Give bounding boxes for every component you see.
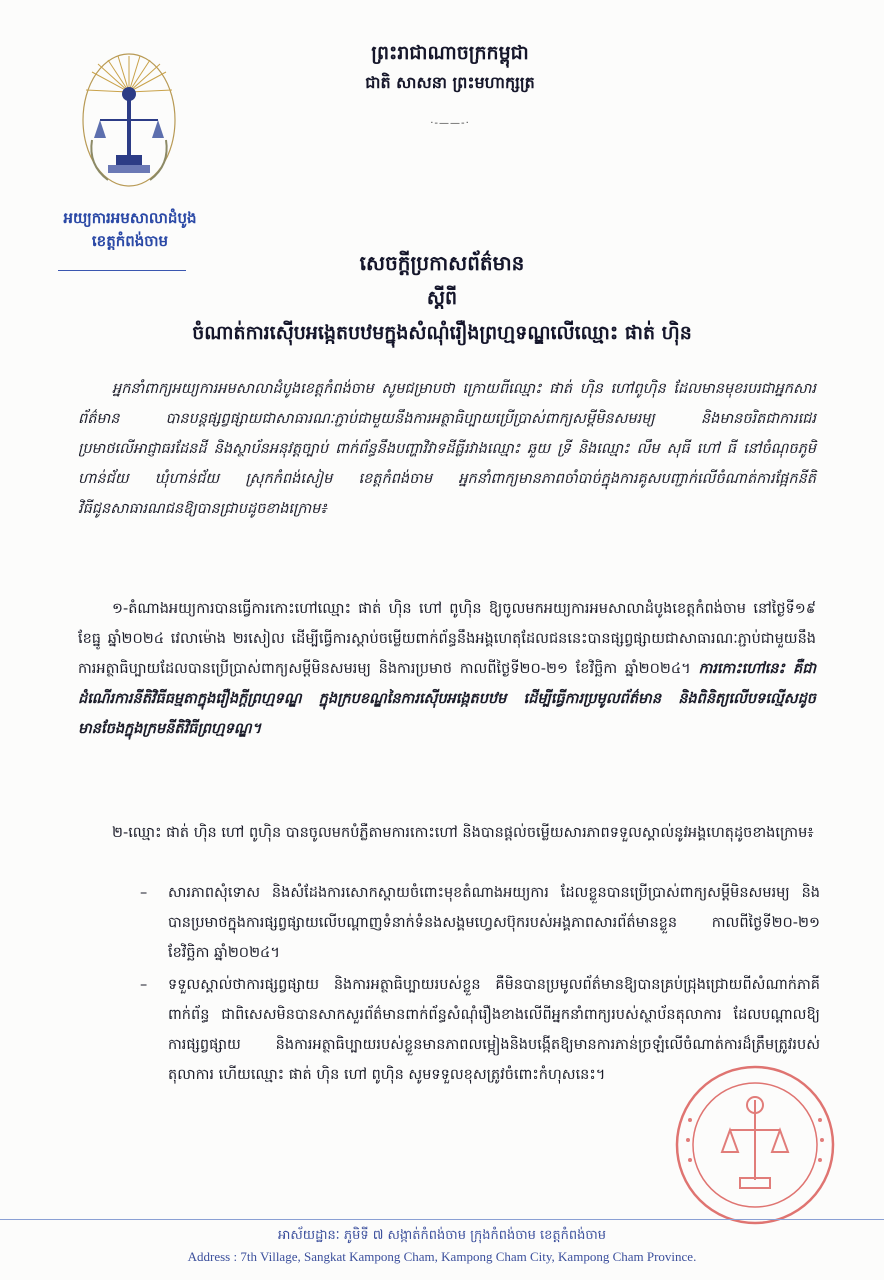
bullet-dash: –: [140, 885, 148, 901]
paragraph-1: [78, 594, 816, 744]
paragraph-1-emphasis: ការកោះហៅនេះ គឺជាដំណើរការនីតិវិធីធម្មតាក្នុងរឿងក្តីព្រហ្មទណ្ឌ ក្នុងក្របខណ្ឌនៃការស៊ើបអង្កេតបឋម ដើម្បីធ្វើការប្រមូលព័ត៌មាន និងពិនិត្យលើបទល្មើសដូចមានចែងក្នុងក្រមនីតិវិធីព្រហ្មទណ្ឌ។: [78, 661, 816, 737]
list-item-text: សារភាពសុំទោស និងសំដែងការសោកស្តាយចំពោះមុខតំណាងអយ្យការ ដែលខ្លួនបានប្រើប្រាស់ពាក្យសម្តីមិនសមរម្យ និងបានប្រមាថក្នុងការផ្សព្វផ្សាយលើបណ្តាញទំនាក់ទំនងសង្គមហ្វេសប៊ុករបស់អង្គភាពសារព័ត៌មានខ្លួន កាលពីថ្ងៃទី២០-២១ ខែវិច្ឆិកា ឆ្នាំ២០២៤។: [168, 885, 820, 961]
intro-emphasis: អ្នកនាំពាក្យមានភាពចាំបាច់ក្នុងការគូសបញ្ជាក់លើចំណាត់ការផ្អែកនីតិវិធីជូនសាធារណជនឱ្យបានជ្រាបដូចខាងក្រោម៖: [78, 471, 816, 517]
list-item-text: ទទួលស្គាល់ថាការផ្សព្វផ្សាយ និងការអត្ថាធិប្បាយរបស់ខ្លួន គឺមិនបានប្រមូលព័ត៌មានឱ្យបានគ្រប់ជ្រុងជ្រោយពីសំណាក់ភាគីពាក់ព័ន្ធ ជាពិសេសមិនបានសាកសួរព័ត៌មានពាក់ព័ន្ធសំណុំរឿងខាងលើពីអ្នកនាំពាក្យរបស់ស្ថាប័នតុលាការ ដែលបណ្តាលឱ្យការផ្សព្វផ្សាយ និងការអត្ថាធិប្បាយរបស់ខ្លួនមានភាពលម្អៀងនិងបង្កើតឱ្យមានការភាន់ច្រឡំលើចំណាត់ការដ៏ត្រឹមត្រូវរបស់តុលាការ ហើយឈ្មោះ ផាត់ ហ៊ិន ហៅ ពូហ៊ិន សូមទទួលខុសត្រូវចំពោះកំហុសនេះ។: [168, 977, 820, 1083]
kingdom-heading: ព្រះរាជាណាចក្រកម្ពុជា: [371, 42, 529, 64]
office-name: [30, 207, 230, 253]
intro-paragraph: [78, 374, 816, 524]
office-name-line1: អយ្យការអមសាលាដំបូង: [63, 209, 197, 227]
official-seal-stamp: [660, 1060, 840, 1230]
document-subject: ចំណាត់ការស៊ើបអង្កេតបឋមក្នុងសំណុំរឿងព្រហ្មទណ្ឌលើឈ្មោះ ផាត់ ហ៊ិន: [192, 322, 692, 344]
document-title: សេចក្តីប្រកាសព័ត៌មាន: [359, 251, 525, 275]
intro-text: អ្នកនាំពាក្យអយ្យការអមសាលាដំបូងខេត្តកំពង់ចាម សូមជម្រាបថា ក្រោយពីឈ្មោះ ផាត់ ហ៊ិន ហៅពូហ៊ិន ដែលមានមុខរបរជាអ្នកសារព័ត៌មាន បានបន្តផ្សព្វផ្សាយជាសាធារណៈភ្ជាប់ជាមួយនឹងការអត្ថាធិប្បាយប្រើប្រាស់ពាក្យសម្តីមិនសមរម្យ និងមានចរិតជាការជេរប្រមាថលើអាជ្ញាធរដែនដី និងស្ថាប័នអនុវត្តច្បាប់ ពាក់ព័ន្ធនឹងបញ្ហាវិវាទដីធ្លីរវាងឈ្មោះ ឆួយ ទ្រី និងឈ្មោះ លឹម សុធី ហៅ ធី នៅចំណុចភូមិហាន់ជ័យ ឃុំហាន់ជ័យ ស្រុកកំពង់សៀម ខេត្តកំពង់ចាម: [78, 381, 816, 487]
footer-address-khmer: អាស័យដ្ឋានៈ ភូមិទី ៧ សង្កាត់កំពង់ចាម ក្រុងកំពង់ចាម ខេត្តកំពង់ចាម: [278, 1228, 606, 1243]
paragraph-2-text: ២-ឈ្មោះ ផាត់ ហ៊ិន ហៅ ពូហ៊ិន បានចូលមកបំភ្លឺតាមការកោះហៅ និងបានផ្តល់ចម្លើយសារភាពទទួលស្គាល់នូវអង្គហេតុដូចខាងក្រោម៖: [112, 825, 814, 841]
document-subtitle: ស្តីពី: [426, 287, 458, 309]
court-emblem-icon: [78, 50, 180, 195]
list-item: [140, 878, 820, 968]
paragraph-2: [78, 818, 816, 848]
paragraph-1-text: ១-តំណាងអយ្យការបានធ្វើការកោះហៅឈ្មោះ ផាត់ ហ៊ិន ហៅ ពូហ៊ិន ឱ្យចូលមកអយ្យការអមសាលាដំបូងខេត្តកំពង់ចាម នៅថ្ងៃទី១៩ ខែធ្នូ ឆ្នាំ២០២៤ វេលាម៉ោង ២រសៀល ដើម្បីធ្វើការស្តាប់ចម្លើយពាក់ព័ន្ធនឹងអង្គហេតុដែលជននេះបានផ្សព្វផ្សាយជាសាធារណៈភ្ជាប់ជាមួយនឹងការអត្ថាធិប្បាយដែលបានប្រើប្រាស់ពាក្យសម្តីមិនសមរម្យ និងការប្រមាថ កាលពីថ្ងៃទី២០-២១ ខែវិច្ឆិកា ឆ្នាំ២០២៤។: [78, 601, 816, 677]
bullet-dash: –: [140, 977, 148, 993]
footer-divider: [0, 1219, 884, 1220]
national-motto: ជាតិ សាសនា ព្រះមហាក្សត្រ: [365, 73, 535, 92]
ornament-divider: ·-——-·: [430, 118, 470, 129]
office-name-line2: ខេត្តកំពង់ចាម: [91, 232, 169, 250]
footer-address-english: Address : 7th Village, Sangkat Kampong Cham, Kampong Cham City, Kampong Cham Province.: [187, 1249, 697, 1264]
